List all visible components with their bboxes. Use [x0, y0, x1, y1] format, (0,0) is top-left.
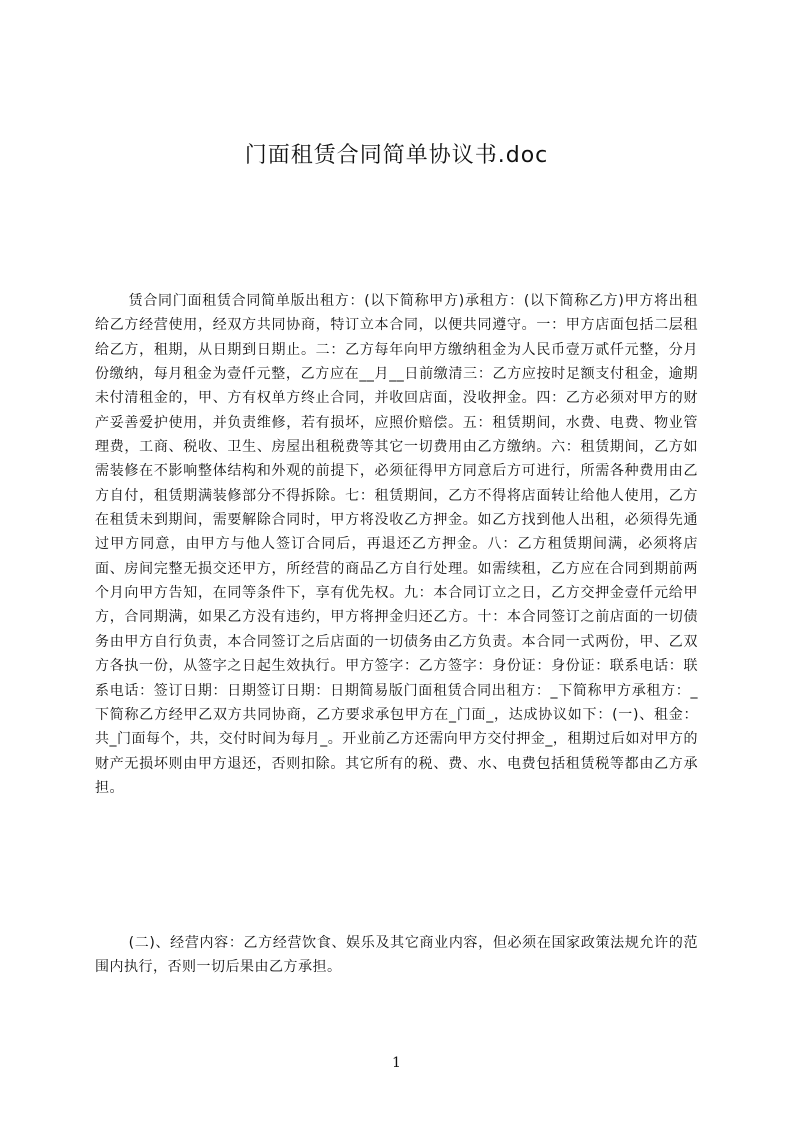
- contract-paragraph-2: (二)、经营内容：乙方经营饮食、娱乐及其它商业内容，但必须在国家政策法规允许的范围内执行，否则一切后果由乙方承担。: [95, 935, 698, 976]
- document-title: 门面租赁合同简单协议书.doc: [244, 143, 549, 168]
- page-number: 1: [392, 1055, 401, 1071]
- contract-paragraph-1: 赁合同门面租赁合同简单版出租方：(以下简称甲方)承租方：(以下简称乙方)甲方将出租给乙方经营使用，经双方共同协商，特订立本合同，以便共同遵守。一：甲方店面包括二层租给乙方，租期，从日期到日期止。二：乙方每年向甲方缴纳租金为人民币壹万贰仟元整，分月份缴纳，每月租金为壹仟元整，乙方应在__月__日前缴清三：乙方应按时足额支付租金，逾期未付清租金的，甲、方有权单方终止合同，并收回店面，没收押金。四：乙方必须对甲方的财产妥善爱护使用，并负责维修，若有损坏，应照价赔偿。五：租赁期间，水费、电费、物业管理费，工商、税收、卫生、房屋出租税费等其它一切费用由乙方缴纳。六：租赁期间，乙方如需装修在不影响整体结构和外观的前提下，必须征得甲方同意后方可进行，所需各种费用由乙方自付，租赁期满装修部分不得拆除。七：租赁期间，乙方不得将店面转让给他人使用，乙方在租赁未到期间，需要解除合同时，甲方将没收乙方押金。如乙方找到他人出租，必须得先通过甲方同意，由甲方与他人签订合同后，再退还乙方押金。八：乙方租赁期间满，必须将店面、房间完整无损交还甲方，所经营的商品乙方自行处理。如需续租，乙方应在合同到期前两个月向甲方告知，在同等条件下，享有优先权。九：本合同订立之日，乙方交押金壹仟元给甲方，合同期满，如果乙方没有违约，甲方将押金归还乙方。十：本合同签订之前店面的一切债务由甲方自行负责，本合同签订之后店面的一切债务由乙方负责。本合同一式两份，甲、乙双方各执一份，从签字之日起生效执行。甲方签字：乙方签字：身份证：身份证：联系电话：联系电话：签订日期：日期签订日期：日期简易版门面租赁合同出租方：_下简称甲方承租方：_下简称乙方经甲乙双方共同协商，乙方要求承包甲方在_门面_，达成协议如下：(一)、租金：共_门面每个，共，交付时间为每月_。开业前乙方还需向甲方交付押金_，租期过后如对甲方的财产无损坏则由甲方退还，否则扣除。其它所有的税、费、水、电费包括租赁税等都由乙方承担。: [95, 293, 698, 796]
